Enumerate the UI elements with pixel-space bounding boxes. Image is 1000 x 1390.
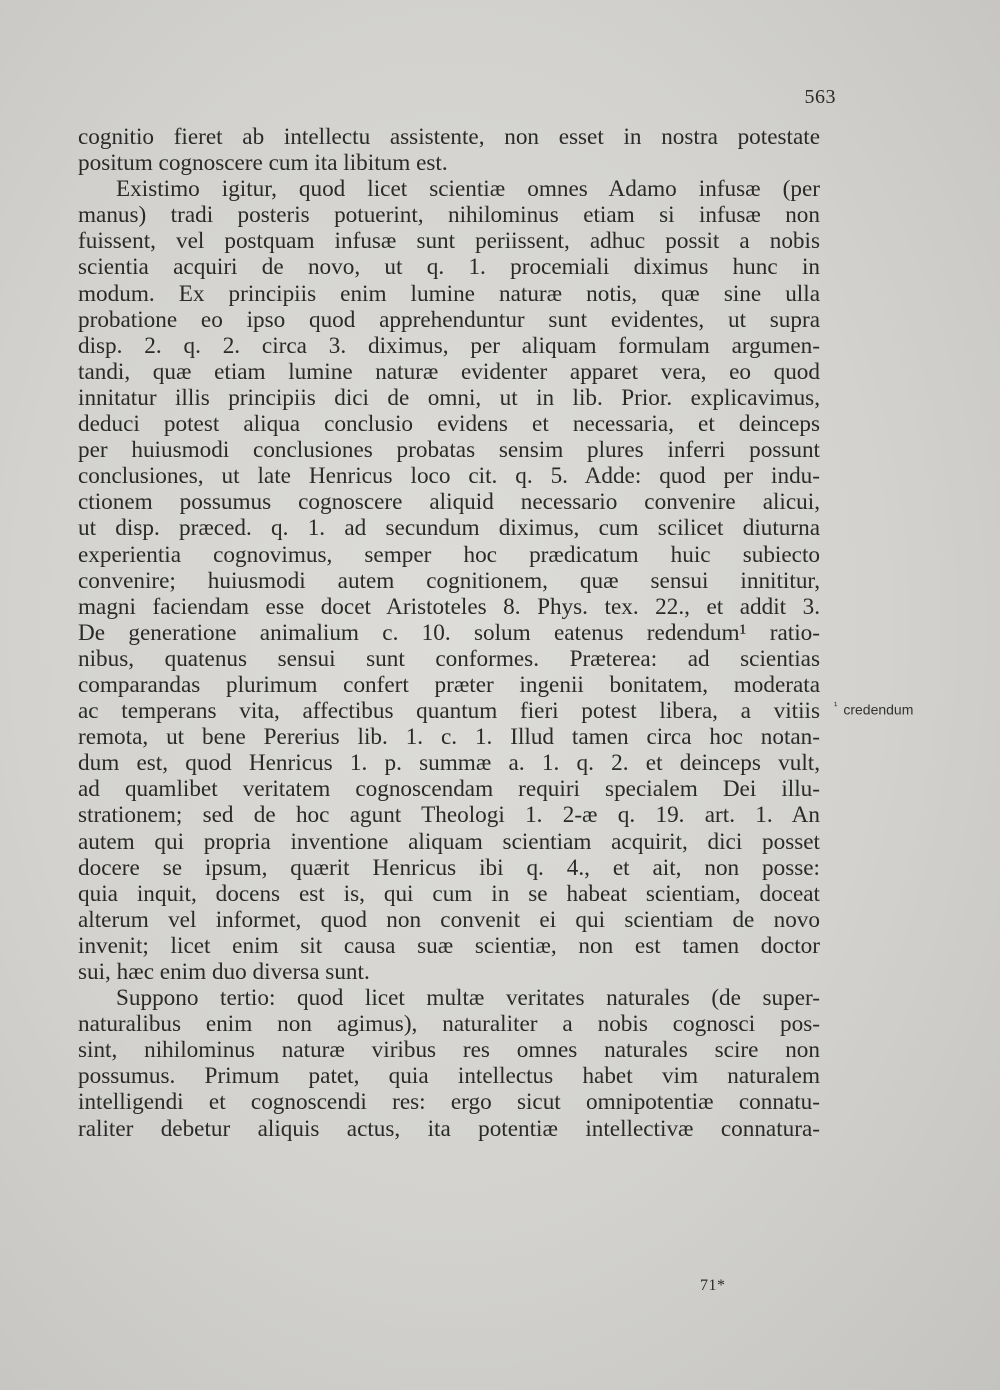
text-line: sui, hæc enim duo diversa sunt.: [78, 959, 370, 985]
text-line: cognitio fieret ab intellectu assistente, non esset in nostra potestate: [78, 124, 820, 150]
text-line: intelligendi et cognoscendi res: ergo sicut omnipotentiæ connatu-: [78, 1089, 820, 1116]
page-number: 563: [804, 86, 836, 108]
text-line: remota, ut bene Pererius lib. 1. c. 1. Illud tamen circa hoc notan-: [78, 724, 820, 751]
text-line: innitatur illis principiis dici de omni, ut in lib. Prior. explicavimus,: [78, 384, 820, 411]
margin-note-text: credendum: [843, 701, 914, 718]
text-line: docere se ipsum, quærit Henricus ibi q. 4., et ait, non posse:: [78, 854, 820, 881]
text-line: dum est, quod Henricus 1. p. summæ a. 1. q. 2. et deinceps vult,: [78, 750, 820, 777]
text-line: experientia cognovimus, semper hoc prædicatum huic subiecto: [78, 541, 820, 568]
text-line: modum. Ex principiis enim lumine naturæ notis, quæ sine ulla: [78, 280, 820, 307]
text-line: autem qui propria inventione aliquam scientiam acquirit, dici posset: [78, 828, 820, 855]
text-line: possumus. Primum patet, quia intellectus habet vim naturalem: [78, 1063, 820, 1090]
text-line: De generatione animalium c. 10. solum eatenus redendum¹ ratio-: [78, 619, 820, 646]
text-line: deduci potest aliqua conclusio evidens et necessaria, et deinceps: [78, 411, 820, 438]
body-text: [78, 124, 820, 1142]
text-line: ac temperans vita, affectibus quantum fieri potest libera, a vitiis: [78, 698, 820, 725]
text-line: ctionem possumus cognoscere aliquid necessario convenire alicui,: [78, 489, 820, 516]
text-line: Suppono tertio: quod licet multæ veritates naturales (de super-: [116, 985, 820, 1012]
text-line: disp. 2. q. 2. circa 3. diximus, per aliquam formulam argumen-: [78, 332, 820, 359]
text-line: manus) tradi posteris potuerint, nihilominus etiam si infusæ non: [78, 202, 820, 229]
text-line: comparandas plurimum confert præter ingenii bonitatem, moderata: [78, 671, 820, 698]
text-line: positum cognoscere cum ita libitum est.: [78, 150, 448, 177]
footnote-marker: ¹: [834, 701, 838, 712]
text-line: tandi, quæ etiam lumine naturæ evidenter apparet vera, eo quod: [78, 358, 820, 385]
margin-note: [834, 701, 913, 718]
text-line: scientia acquiri de novo, ut q. 1. procemiali diximus hunc in: [78, 254, 820, 281]
text-line: convenire; huiusmodi autem cognitionem, quæ sensui innititur,: [78, 567, 820, 594]
signature-mark: 71*: [700, 1277, 726, 1294]
text-line: strationem; sed de hoc agunt Theologi 1. 2-æ q. 19. art. 1. An: [78, 802, 820, 829]
text-line: magni faciendam esse docet Aristoteles 8. Phys. tex. 22., et addit 3.: [78, 593, 820, 620]
text-line: invenit; licet enim sit causa suæ scientiæ, non est tamen doctor: [78, 932, 820, 959]
text-line: per huiusmodi conclusiones probatas sensim plures inferri possunt: [78, 437, 820, 464]
text-line: nibus, quatenus sensui sunt conformes. Præterea: ad scientias: [78, 645, 820, 672]
text-line: ut disp. præced. q. 1. ad secundum diximus, cum scilicet diuturna: [78, 515, 820, 542]
text-line: quia inquit, docens est is, qui cum in se habeat scientiam, doceat: [78, 880, 820, 907]
text-line: ad quamlibet veritatem cognoscendam requiri specialem Dei illu-: [78, 776, 820, 803]
text-line: Existimo igitur, quod licet scientiæ omnes Adamo infusæ (per: [116, 176, 820, 203]
text-line: fuissent, vel postquam infusæ sunt periissent, adhuc possit a nobis: [78, 228, 820, 255]
text-line: conclusiones, ut late Henricus loco cit. q. 5. Adde: quod per indu-: [78, 463, 820, 490]
text-line: raliter debetur aliquis actus, ita potentiæ intellectivæ connatura-: [78, 1115, 820, 1142]
text-line: probatione eo ipso quod apprehenduntur sunt evidentes, ut supra: [78, 306, 820, 333]
text-line: naturalibus enim non agimus), naturaliter a nobis cognosci pos-: [78, 1011, 820, 1038]
text-line: sint, nihilominus naturæ viribus res omnes naturales scire non: [78, 1037, 820, 1064]
text-line: alterum vel informet, quod non convenit ei qui scientiam de novo: [78, 906, 820, 933]
